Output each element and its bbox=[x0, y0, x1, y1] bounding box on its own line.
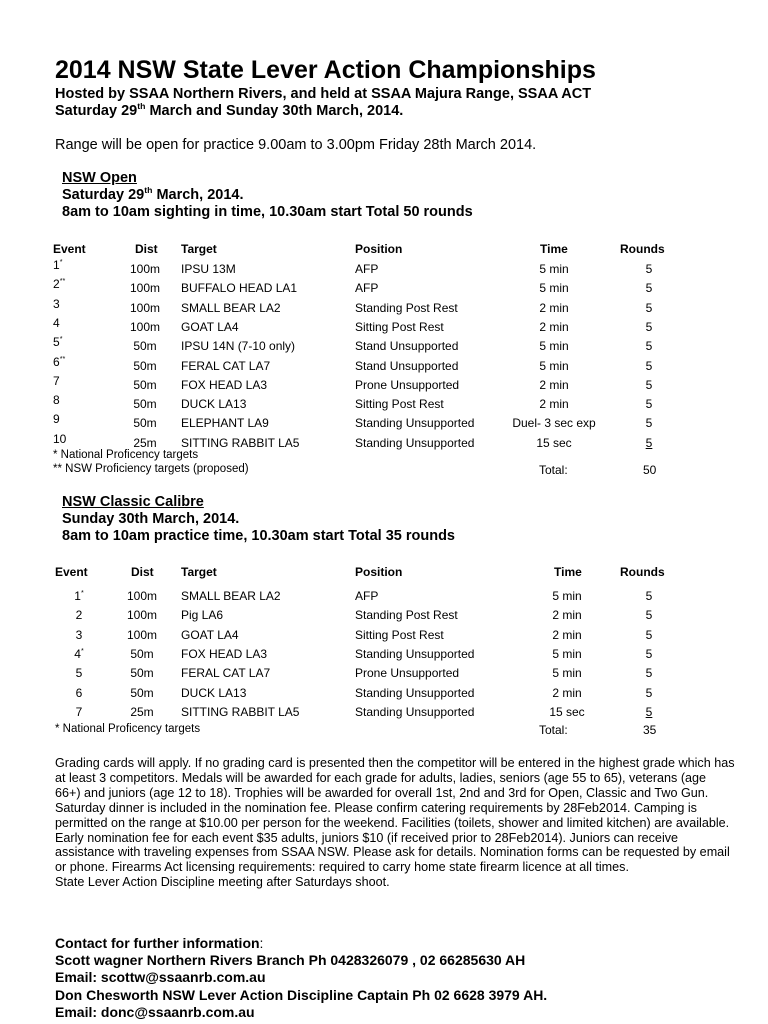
table-row-dist: 100m bbox=[129, 281, 161, 296]
table-row-rounds: 5 bbox=[645, 377, 653, 392]
table-row-rounds: 5 bbox=[645, 397, 653, 412]
table-row-rounds: 5 bbox=[645, 608, 653, 623]
table-row-time: 2 min bbox=[552, 685, 582, 700]
col-header-position: Position bbox=[355, 565, 403, 579]
table-row-time: 5 min bbox=[552, 646, 582, 661]
event-dates bbox=[55, 103, 403, 119]
table-row-target: DUCK LA13 bbox=[181, 397, 247, 412]
contact-don: Don Chesworth NSW Lever Action Discipline Captain Ph 02 6628 3979 AH. bbox=[55, 986, 548, 1003]
open-date-sup: th bbox=[144, 185, 153, 196]
table-row-time: Duel- 3 sec exp bbox=[512, 416, 596, 431]
meeting-paragraph: State Lever Action Discipline meeting after Saturdays shoot. bbox=[55, 875, 390, 890]
fees-paragraph: Early nomination fee for each event $35 adults, juniors $10 (if received prior to 28Feb2014). Juniors can receive assistance with traveling expenses from SSAA NSW. Please ask for details. Nomination forms can be requested by email or phone. Firearms Act licensing requirements: required to carry home state firearm licence at all times. bbox=[55, 830, 730, 875]
table-row-target: SITTING RABBIT LA5 bbox=[181, 704, 300, 719]
practice-note: Range will be open for practice 9.00am to 3.00pm Friday 28th March 2014. bbox=[55, 137, 537, 153]
table-row-position: Standing Unsupported bbox=[355, 416, 475, 431]
table-row-rounds: 5 bbox=[645, 300, 653, 315]
open-heading: NSW Open bbox=[62, 170, 137, 186]
classic-schedule: 8am to 10am practice time, 10.30am start Total 35 rounds bbox=[62, 528, 456, 544]
contact-block bbox=[55, 935, 547, 1021]
table-row-position: Prone Unsupported bbox=[355, 666, 460, 681]
table-row-dist: 100m bbox=[129, 319, 161, 334]
table-row-dist: 25m bbox=[130, 704, 154, 719]
table-row-time: 2 min bbox=[539, 377, 569, 392]
table-row-position: Stand Unsupported bbox=[355, 339, 459, 354]
table-row-target: IPSU 13M bbox=[181, 262, 236, 276]
table-row-time: 15 sec bbox=[549, 704, 585, 719]
table-row-event: 3 bbox=[75, 627, 83, 642]
table-row-target: GOAT LA4 bbox=[181, 319, 239, 334]
table-row-event: 3 bbox=[53, 296, 60, 311]
host-line: Hosted by SSAA Northern Rivers, and held at SSAA Majura Range, SSAA ACT bbox=[55, 86, 592, 102]
classic-date: Sunday 30th March, 2014. bbox=[62, 511, 240, 527]
table-row-target: FOX HEAD LA3 bbox=[181, 646, 268, 661]
table-row-rounds: 5 bbox=[645, 627, 653, 642]
open-date-pre: Saturday 29 bbox=[62, 187, 145, 203]
table-row-target: IPSU 14N (7-10 only) bbox=[181, 339, 296, 354]
table-row-target: Pig LA6 bbox=[181, 608, 224, 623]
table-row-event: 1* bbox=[53, 257, 63, 272]
contact-scott: Scott wagner Northern Rivers Branch Ph 0428326079 , 02 66285630 AH bbox=[55, 952, 526, 969]
table-row-dist: 100m bbox=[129, 300, 161, 315]
table-row-dist: 100m bbox=[126, 608, 158, 623]
table-row-dist: 100m bbox=[129, 262, 161, 276]
table-row-dist: 25m bbox=[133, 435, 157, 450]
table-row-target: FERAL CAT LA7 bbox=[181, 358, 271, 373]
table-row-rounds: 5 bbox=[645, 435, 653, 450]
table-row-event: 5* bbox=[53, 334, 63, 350]
table-row-time: 2 min bbox=[539, 319, 569, 334]
table-row-time: 2 min bbox=[539, 300, 569, 315]
table-row-position: Sitting Post Rest bbox=[355, 627, 444, 642]
open-date-post: March, 2014. bbox=[152, 187, 244, 203]
table-row-target: FOX HEAD LA3 bbox=[181, 377, 268, 392]
contact-heading-text: Contact for further information bbox=[55, 935, 260, 951]
table-row-time: 5 min bbox=[539, 262, 569, 276]
col-header-position: Position bbox=[355, 242, 403, 256]
classic-heading: NSW Classic Calibre bbox=[62, 494, 204, 510]
table-row-target: ELEPHANT LA9 bbox=[181, 416, 269, 431]
table-row-rounds: 5 bbox=[645, 262, 653, 276]
table-row-target: BUFFALO HEAD LA1 bbox=[181, 281, 298, 296]
table-row-position: Standing Unsupported bbox=[355, 685, 475, 700]
table-row-event: 9 bbox=[53, 412, 60, 427]
col-header-time: Time bbox=[540, 242, 568, 256]
open-date bbox=[62, 187, 244, 203]
table-row-position: Standing Unsupported bbox=[355, 646, 475, 661]
open-total-value: 50 bbox=[643, 463, 657, 477]
open-schedule: 8am to 10am sighting in time, 10.30am start Total 50 rounds bbox=[62, 204, 473, 220]
contact-don-email[interactable]: Email: donc@ssaanrb.com.au bbox=[55, 1003, 255, 1020]
table-row-position: Standing Post Rest bbox=[355, 300, 458, 315]
page-title: 2014 NSW State Lever Action Championships bbox=[55, 56, 596, 84]
table-row-dist: 50m bbox=[130, 685, 154, 700]
table-row-event: 10 bbox=[53, 431, 67, 446]
contact-heading-colon: : bbox=[259, 935, 264, 951]
table-row-time: 2 min bbox=[552, 608, 582, 623]
col-header-rounds: Rounds bbox=[620, 565, 665, 579]
table-row-position: AFP bbox=[355, 262, 379, 276]
table-row-rounds: 5 bbox=[645, 339, 653, 354]
table-row-event: 7 bbox=[75, 704, 83, 719]
table-row-dist: 50m bbox=[133, 358, 157, 373]
col-header-dist: Dist bbox=[135, 242, 158, 256]
table-row-rounds: 5 bbox=[645, 281, 653, 296]
table-row-dist: 50m bbox=[130, 646, 154, 661]
table-row-time: 5 min bbox=[552, 666, 582, 681]
dates-sup: th bbox=[137, 101, 146, 112]
table-row-event: 7 bbox=[53, 373, 60, 388]
table-row-position: Standing Unsupported bbox=[355, 435, 475, 450]
col-header-event: Event bbox=[55, 565, 88, 579]
table-row-target: SMALL BEAR LA2 bbox=[181, 300, 281, 315]
dinner-paragraph: Saturday dinner is included in the nomination fee. Please confirm catering requirements by 28Feb2014. Camping is permitted on the range at $10.00 per person for the weekend. Facilities (toilets, shower and limited kitchen) are available. bbox=[55, 800, 730, 830]
col-header-rounds: Rounds bbox=[620, 242, 665, 256]
open-note-nsw: ** NSW Proficiency targets (proposed) bbox=[53, 463, 249, 475]
table-row-target: GOAT LA4 bbox=[181, 627, 239, 642]
table-row-rounds: 5 bbox=[645, 589, 653, 603]
table-row-event: 2 bbox=[75, 608, 83, 623]
table-row-rounds: 5 bbox=[645, 319, 653, 334]
table-row-event: 6** bbox=[53, 353, 66, 369]
table-row-time: 5 min bbox=[539, 358, 569, 373]
contact-scott-email[interactable]: Email: scottw@ssaanrb.com.au bbox=[55, 969, 266, 986]
table-row-rounds: 5 bbox=[645, 646, 653, 661]
table-row-rounds: 5 bbox=[645, 358, 653, 373]
table-row-target: SITTING RABBIT LA5 bbox=[181, 435, 300, 450]
table-row-time: 2 min bbox=[552, 627, 582, 642]
dates-pre: Saturday 29 bbox=[55, 103, 138, 119]
col-header-time: Time bbox=[554, 565, 582, 579]
table-row-time: 2 min bbox=[539, 397, 569, 412]
table-row-time: 5 min bbox=[552, 589, 582, 603]
table-row-dist: 50m bbox=[133, 377, 157, 392]
classic-total-label: Total: bbox=[539, 723, 568, 737]
table-row-rounds: 5 bbox=[645, 704, 653, 719]
table-row-position: AFP bbox=[355, 281, 379, 296]
table-row-rounds: 5 bbox=[645, 685, 653, 700]
table-row-position: Sitting Post Rest bbox=[355, 397, 444, 412]
contact-heading bbox=[55, 935, 547, 952]
table-row-dist: 50m bbox=[133, 339, 157, 354]
table-row-position: Standing Post Rest bbox=[355, 608, 458, 623]
open-total-label: Total: bbox=[539, 463, 568, 477]
table-row-position: Prone Unsupported bbox=[355, 377, 460, 392]
table-row-target: DUCK LA13 bbox=[181, 685, 247, 700]
table-row-rounds: 5 bbox=[645, 416, 653, 431]
col-header-dist: Dist bbox=[131, 565, 154, 579]
info-text bbox=[55, 756, 735, 890]
table-row-event: 2** bbox=[53, 276, 66, 292]
col-header-target: Target bbox=[181, 242, 217, 256]
table-row-target: SMALL BEAR LA2 bbox=[181, 589, 281, 603]
table-row-dist: 50m bbox=[130, 666, 154, 681]
table-row-target: FERAL CAT LA7 bbox=[181, 666, 271, 681]
col-header-event: Event bbox=[53, 242, 86, 256]
table-row-position: AFP bbox=[355, 589, 379, 603]
table-row-dist: 100m bbox=[126, 589, 158, 603]
table-row-dist: 100m bbox=[126, 627, 158, 642]
table-row-time: 5 min bbox=[539, 339, 569, 354]
table-row-position: Sitting Post Rest bbox=[355, 319, 444, 334]
table-row-event: 1* bbox=[74, 588, 84, 603]
table-row-time: 15 sec bbox=[536, 435, 572, 450]
open-note-national: * National Proficency targets bbox=[53, 449, 199, 461]
classic-total-value: 35 bbox=[643, 723, 657, 737]
table-row-event: 4* bbox=[74, 645, 84, 661]
classic-note-national: * National Proficency targets bbox=[55, 723, 201, 735]
table-row-position: Stand Unsupported bbox=[355, 358, 459, 373]
grading-paragraph: Grading cards will apply. If no grading card is presented then the competitor will be entered in the highest grade which has at least 3 competitors. Medals will be awarded for each grade for adults, ladies, seniors (age 55 to 65), veterans (age 66+) and juniors (age 12 to 18). Trophies will be awarded for overall 1st, 2nd and 3rd for Open, Classic and Two Gun. bbox=[55, 756, 735, 800]
table-row-dist: 50m bbox=[133, 397, 157, 412]
table-row-event: 8 bbox=[53, 393, 60, 408]
table-row-rounds: 5 bbox=[645, 666, 653, 681]
table-row-event: 6 bbox=[75, 685, 83, 700]
table-row-position: Standing Unsupported bbox=[355, 704, 475, 719]
dates-post: March and Sunday 30th March, 2014. bbox=[145, 103, 404, 119]
table-row-dist: 50m bbox=[133, 416, 157, 431]
table-row-time: 5 min bbox=[539, 281, 569, 296]
table-row-event: 5 bbox=[75, 666, 83, 681]
col-header-target: Target bbox=[181, 565, 217, 579]
table-row-event: 4 bbox=[53, 315, 60, 330]
